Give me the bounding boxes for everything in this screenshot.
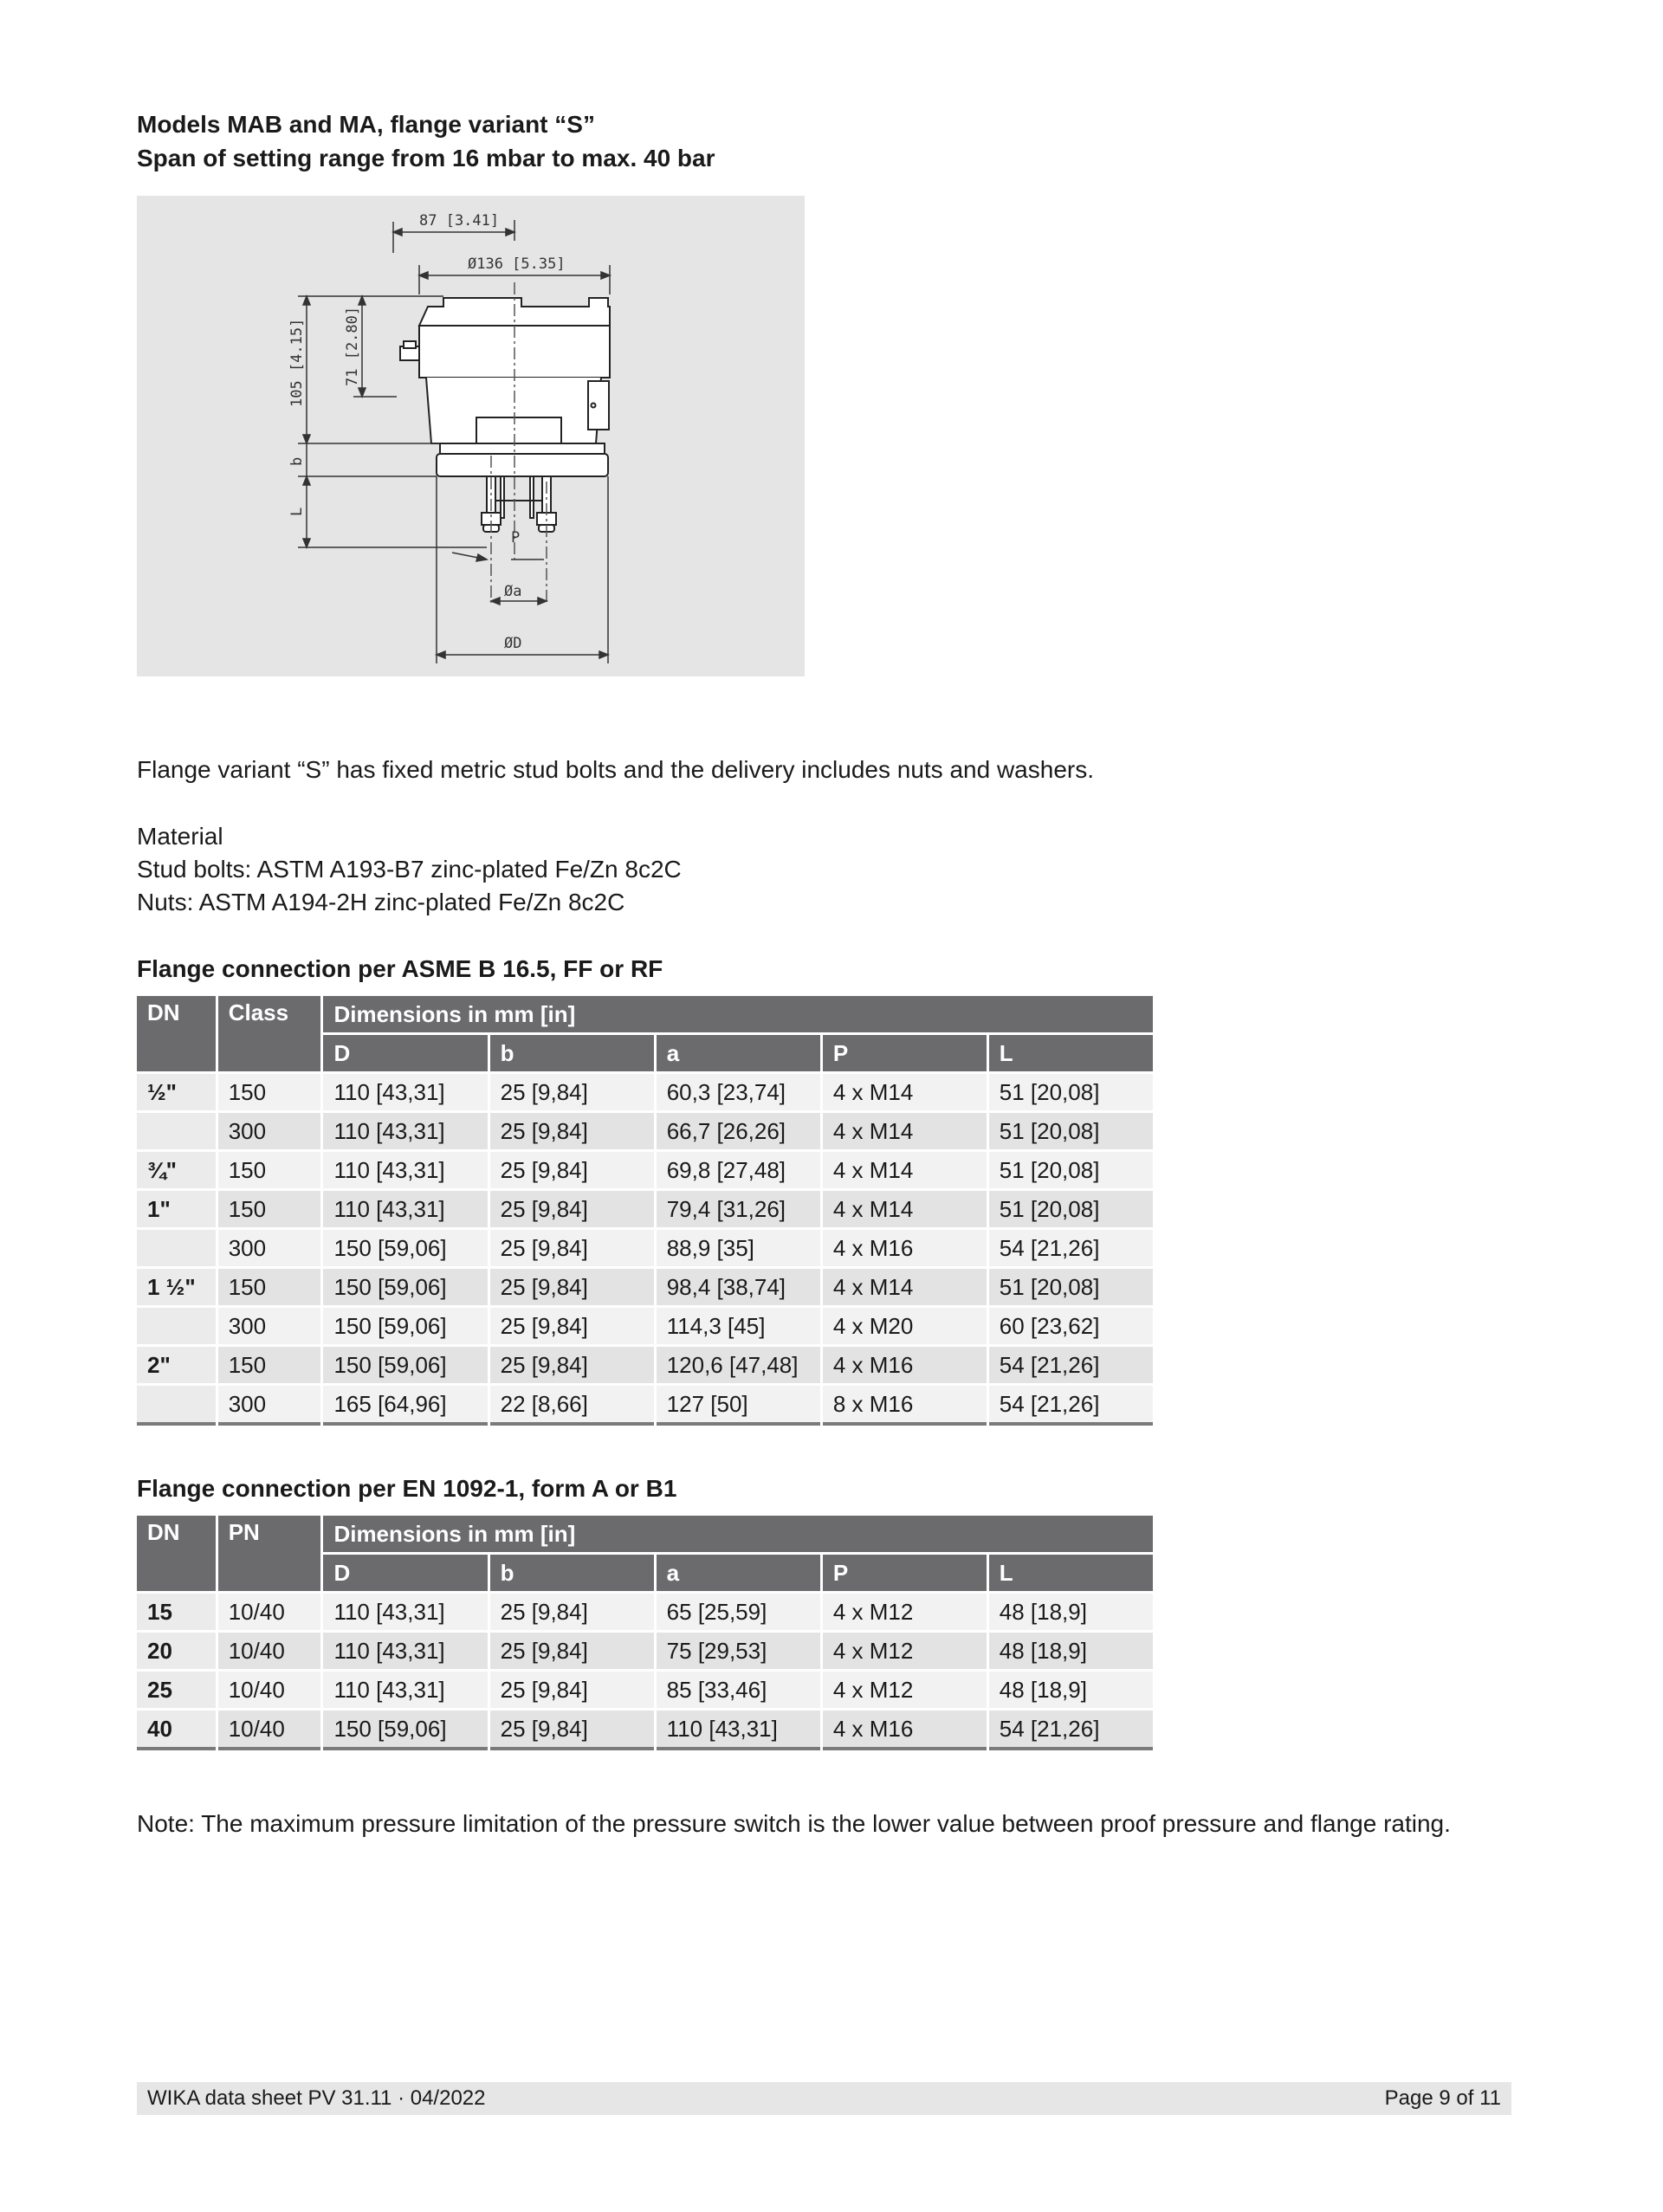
table-cell: 25 [9,84] xyxy=(490,1308,654,1344)
table-cell: 110 [43,31] xyxy=(323,1633,487,1669)
table-cell: 150 [59,06] xyxy=(323,1308,487,1344)
table-cell: 4 x M14 xyxy=(823,1074,987,1110)
col-header-b: b xyxy=(490,1555,654,1591)
material-nuts: Nuts: ASTM A194-2H zinc-plated Fe/Zn 8c2C xyxy=(137,889,625,915)
col-header-dimensions: Dimensions in mm [in] xyxy=(323,996,1153,1032)
table-row xyxy=(137,1113,1153,1149)
table-cell: 4 x M12 xyxy=(823,1594,987,1630)
table-row xyxy=(137,1386,1153,1426)
table-cell: 88,9 [35] xyxy=(657,1230,820,1266)
table-row xyxy=(137,1269,1153,1305)
dn-cell xyxy=(137,1230,216,1266)
table-cell: 85 [33,46] xyxy=(657,1672,820,1708)
table-cell: 10/40 xyxy=(218,1711,321,1750)
col-header-class: Class xyxy=(218,996,321,1071)
table-cell: 4 x M16 xyxy=(823,1347,987,1383)
table-cell: 69,8 [27,48] xyxy=(657,1152,820,1188)
asme-flange-table xyxy=(134,993,1155,1428)
col-header-P: P xyxy=(823,1035,987,1071)
asme-table-heading: Flange connection per ASME B 16.5, FF or RF xyxy=(137,955,663,982)
table-cell: 110 [43,31] xyxy=(323,1672,487,1708)
table-cell: 4 x M14 xyxy=(823,1269,987,1305)
table-cell: 127 [50] xyxy=(657,1386,820,1426)
table-cell: 4 x M12 xyxy=(823,1672,987,1708)
table-cell: 98,4 [38,74] xyxy=(657,1269,820,1305)
table-cell: 165 [64,96] xyxy=(323,1386,487,1426)
table-cell: 300 xyxy=(218,1113,321,1149)
pressure-note: Note: The maximum pressure limitation of the pressure switch is the lower value between proof pressure and flange rating. xyxy=(137,1810,1451,1837)
table-cell: 110 [43,31] xyxy=(323,1191,487,1227)
table-cell: 51 [20,08] xyxy=(989,1113,1153,1149)
table-cell: 10/40 xyxy=(218,1672,321,1708)
table-row xyxy=(137,1633,1153,1669)
footer-page-number: Page 9 of 11 xyxy=(1384,2086,1501,2110)
table-cell: 150 [59,06] xyxy=(323,1269,487,1305)
col-header-dn: DN xyxy=(137,996,216,1071)
table-cell: 79,4 [31,26] xyxy=(657,1191,820,1227)
en-flange-table xyxy=(134,1513,1155,1753)
dn-cell xyxy=(137,1386,216,1426)
table-cell: 25 [9,84] xyxy=(490,1152,654,1188)
table-cell: 114,3 [45] xyxy=(657,1308,820,1344)
en-table-heading: Flange connection per EN 1092-1, form A or B1 xyxy=(137,1475,677,1502)
table-cell: 110 [43,31] xyxy=(657,1711,820,1750)
col-header-b: b xyxy=(490,1035,654,1071)
table-row xyxy=(137,1594,1153,1630)
dim-87-label: 87 [3.41] xyxy=(419,212,500,230)
dimension-drawing xyxy=(137,196,805,676)
col-header-a: a xyxy=(657,1555,820,1591)
table-cell: 65 [25,59] xyxy=(657,1594,820,1630)
table-cell: 300 xyxy=(218,1230,321,1266)
table-cell: 150 xyxy=(218,1347,321,1383)
col-header-a: a xyxy=(657,1035,820,1071)
table-cell: 4 x M12 xyxy=(823,1633,987,1669)
table-cell: 48 [18,9] xyxy=(989,1672,1153,1708)
dn-cell: 15 xyxy=(137,1594,216,1630)
table-cell: 22 [8,66] xyxy=(490,1386,654,1426)
table-row xyxy=(137,1308,1153,1344)
table-cell: 10/40 xyxy=(218,1633,321,1669)
col-header-pn: PN xyxy=(218,1516,321,1591)
dim-L-label: L xyxy=(288,507,306,516)
table-cell: 4 x M14 xyxy=(823,1152,987,1188)
table-cell: 25 [9,84] xyxy=(490,1347,654,1383)
col-header-D: D xyxy=(323,1035,487,1071)
table-cell: 300 xyxy=(218,1386,321,1426)
col-header-D: D xyxy=(323,1555,487,1591)
dim-D-label: ØD xyxy=(504,635,522,652)
dn-cell: 1 ½" xyxy=(137,1269,216,1305)
asme-table-body xyxy=(137,1074,1153,1426)
table-row xyxy=(137,1074,1153,1110)
col-header-L: L xyxy=(989,1035,1153,1071)
table-cell: 75 [29,53] xyxy=(657,1633,820,1669)
dim-b-label: b xyxy=(288,456,306,466)
dim-a-label: Øa xyxy=(504,583,522,600)
table-cell: 4 x M20 xyxy=(823,1308,987,1344)
table-row xyxy=(137,1347,1153,1383)
dn-cell: ½" xyxy=(137,1074,216,1110)
dim-71-label: 71 [2.80] xyxy=(344,306,361,386)
table-cell: 25 [9,84] xyxy=(490,1269,654,1305)
table-cell: 25 [9,84] xyxy=(490,1074,654,1110)
table-cell: 60 [23,62] xyxy=(989,1308,1153,1344)
table-cell: 51 [20,08] xyxy=(989,1074,1153,1110)
table-cell: 25 [9,84] xyxy=(490,1191,654,1227)
table-cell: 60,3 [23,74] xyxy=(657,1074,820,1110)
table-cell: 4 x M14 xyxy=(823,1113,987,1149)
table-cell: 150 xyxy=(218,1269,321,1305)
dim-P-label: P xyxy=(511,529,521,547)
table-cell: 25 [9,84] xyxy=(490,1711,654,1750)
table-cell: 150 xyxy=(218,1191,321,1227)
dn-cell: 40 xyxy=(137,1711,216,1750)
dn-cell: 2" xyxy=(137,1347,216,1383)
table-cell: 51 [20,08] xyxy=(989,1191,1153,1227)
table-cell: 54 [21,26] xyxy=(989,1386,1153,1426)
material-heading: Material xyxy=(137,823,223,850)
section-title: Models MAB and MA, flange variant “S” xyxy=(137,111,595,138)
table-cell: 25 [9,84] xyxy=(490,1113,654,1149)
table-cell: 4 x M16 xyxy=(823,1230,987,1266)
col-header-P: P xyxy=(823,1555,987,1591)
page-footer xyxy=(137,2082,1511,2115)
table-row xyxy=(137,1191,1153,1227)
table-cell: 25 [9,84] xyxy=(490,1594,654,1630)
table-cell: 48 [18,9] xyxy=(989,1594,1153,1630)
material-stud-bolts: Stud bolts: ASTM A193-B7 zinc-plated Fe/Zn 8c2C xyxy=(137,856,682,883)
table-cell: 110 [43,31] xyxy=(323,1074,487,1110)
table-cell: 300 xyxy=(218,1308,321,1344)
table-cell: 10/40 xyxy=(218,1594,321,1630)
table-cell: 51 [20,08] xyxy=(989,1269,1153,1305)
table-row xyxy=(137,1711,1153,1750)
dn-cell: 25 xyxy=(137,1672,216,1708)
dim-136-label: Ø136 [5.35] xyxy=(468,255,566,273)
table-cell: 4 x M14 xyxy=(823,1191,987,1227)
table-cell: 8 x M16 xyxy=(823,1386,987,1426)
table-cell: 25 [9,84] xyxy=(490,1633,654,1669)
table-cell: 150 [59,06] xyxy=(323,1347,487,1383)
dn-cell xyxy=(137,1113,216,1149)
table-cell: 54 [21,26] xyxy=(989,1230,1153,1266)
table-cell: 48 [18,9] xyxy=(989,1633,1153,1669)
table-cell: 110 [43,31] xyxy=(323,1594,487,1630)
flange-drawing-svg xyxy=(137,196,805,676)
table-cell: 51 [20,08] xyxy=(989,1152,1153,1188)
dn-cell: 20 xyxy=(137,1633,216,1669)
dn-cell xyxy=(137,1308,216,1344)
table-cell: 66,7 [26,26] xyxy=(657,1113,820,1149)
col-header-L: L xyxy=(989,1555,1153,1591)
col-header-dn: DN xyxy=(137,1516,216,1591)
table-cell: 120,6 [47,48] xyxy=(657,1347,820,1383)
footer-datasheet-ref: WIKA data sheet PV 31.11 · 04/2022 xyxy=(147,2086,486,2110)
table-cell: 150 xyxy=(218,1152,321,1188)
table-cell: 25 [9,84] xyxy=(490,1230,654,1266)
table-cell: 110 [43,31] xyxy=(323,1113,487,1149)
table-cell: 25 [9,84] xyxy=(490,1672,654,1708)
table-cell: 54 [21,26] xyxy=(989,1711,1153,1750)
table-row xyxy=(137,1672,1153,1708)
en-table-body xyxy=(137,1594,1153,1750)
table-cell: 150 [59,06] xyxy=(323,1711,487,1750)
col-header-dimensions: Dimensions in mm [in] xyxy=(323,1516,1153,1552)
dn-cell: 1" xyxy=(137,1191,216,1227)
section-subtitle: Span of setting range from 16 mbar to max. 40 bar xyxy=(137,145,715,171)
table-cell: 150 xyxy=(218,1074,321,1110)
table-row xyxy=(137,1152,1153,1188)
dn-cell: ¾" xyxy=(137,1152,216,1188)
table-cell: 150 [59,06] xyxy=(323,1230,487,1266)
table-row xyxy=(137,1230,1153,1266)
table-cell: 110 [43,31] xyxy=(323,1152,487,1188)
dim-105-label: 105 [4.15] xyxy=(288,318,306,407)
table-cell: 4 x M16 xyxy=(823,1711,987,1750)
table-cell: 54 [21,26] xyxy=(989,1347,1153,1383)
intro-text: Flange variant “S” has fixed metric stud bolts and the delivery includes nuts and washers. xyxy=(137,756,1095,783)
